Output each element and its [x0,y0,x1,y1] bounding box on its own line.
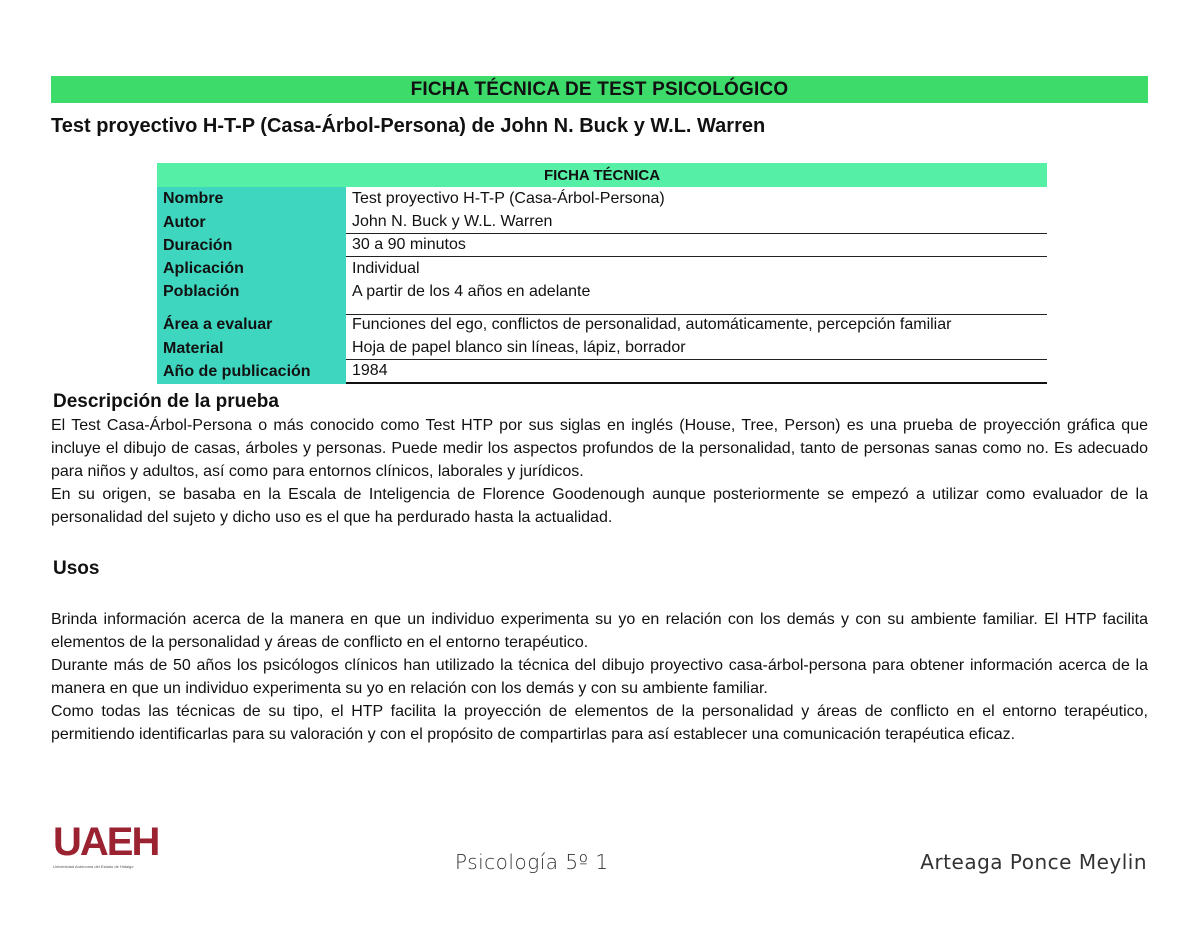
document-banner: FICHA TÉCNICA DE TEST PSICOLÓGICO [51,76,1148,103]
row-label: Área a evaluar [157,313,346,337]
row-label: Año de publicación [157,360,346,384]
row-value: 1984 [346,360,1047,384]
row-label: Aplicación [157,257,346,281]
row-label: Duración [157,234,346,257]
row-value: A partir de los 4 años en adelante [346,281,1047,315]
usos-paragraph: Durante más de 50 años los psicólogos clínicos han utilizado la técnica del dibujo proyectivo casa-árbol-persona para obtener información acerca de la manera en que un individuo experimenta su yo en relación con los demás y con su ambiente familiar. [51,657,1148,697]
usos-paragraph: Brinda información acerca de la manera en que un individuo experimenta su yo en relación con los demás y con su ambiente familiar. El HTP facilita elementos de la personalidad y áreas de conflicto en el entorno terapéutico. [51,611,1148,651]
row-label: Autor [157,211,346,234]
row-label: Nombre [157,187,346,211]
row-poblacion [157,281,1047,313]
row-autor [157,211,1047,234]
usos-heading: Usos [53,558,100,579]
row-nombre [157,187,1047,211]
row-area-evaluar [157,313,1047,337]
test-title: Test proyectivo H-T-P (Casa-Árbol-Persona) de John N. Buck y W.L. Warren [51,115,766,137]
uaeh-logo-caption: Universidad Autónoma del Estado de Hidalgo [53,864,134,869]
ficha-tecnica-table [157,163,1047,384]
descripcion-paragraph: El Test Casa-Árbol-Persona o más conocido como Test HTP por sus siglas en inglés (House, Tree, Person) es una prueba de proyección gráfica que incluye el dibujo de casas, árboles y personas. Puede medir los aspectos profundos de la personalidad, tanto de personas sanas como no. Es adecuado para niños y adultos, así como para entornos clínicos, laborales y jurídicos. [51,417,1148,480]
row-anio-publicacion [157,360,1047,384]
descripcion-paragraph: En su origen, se basaba en la Escala de Inteligencia de Florence Goodenough aunque posteriormente se empezó a utilizar como evaluador de la personalidad del sujeto y dicho uso es el que ha perdurado hasta la actualidad. [51,486,1148,526]
row-duracion [157,234,1047,257]
row-value: John N. Buck y W.L. Warren [346,211,1047,234]
uaeh-logo [53,822,163,872]
row-material [157,337,1047,360]
row-label: Población [157,281,346,313]
row-value: Hoja de papel blanco sin líneas, lápiz, borrador [346,337,1047,360]
row-value: 30 a 90 minutos [346,234,1047,257]
row-value: Test proyectivo H-T-P (Casa-Árbol-Persona) [352,190,665,207]
ficha-tecnica-header: FICHA TÉCNICA [157,163,1047,187]
descripcion-heading: Descripción de la prueba [53,391,279,412]
footer-author: Arteaga Ponce Meylin [920,850,1147,874]
row-value: Funciones del ego, conflictos de personalidad, automáticamente, percepción familiar [352,316,952,333]
usos-body [51,608,1148,746]
row-aplicacion [157,257,1047,281]
footer-course: Psicología 5º 1 [455,850,609,874]
uaeh-logo-text: UAEH [53,820,159,864]
row-label: Material [157,337,346,360]
descripcion-body [51,414,1148,529]
row-value: Individual [352,260,420,277]
usos-paragraph: Como todas las técnicas de su tipo, el HTP facilita la proyección de elementos de la personalidad y áreas de conflicto en el entorno terapéutico, permitiendo identificarlas para su valoración y con el propósito de compartirlas para así establecer una comunicación terapéutica eficaz. [51,703,1148,743]
